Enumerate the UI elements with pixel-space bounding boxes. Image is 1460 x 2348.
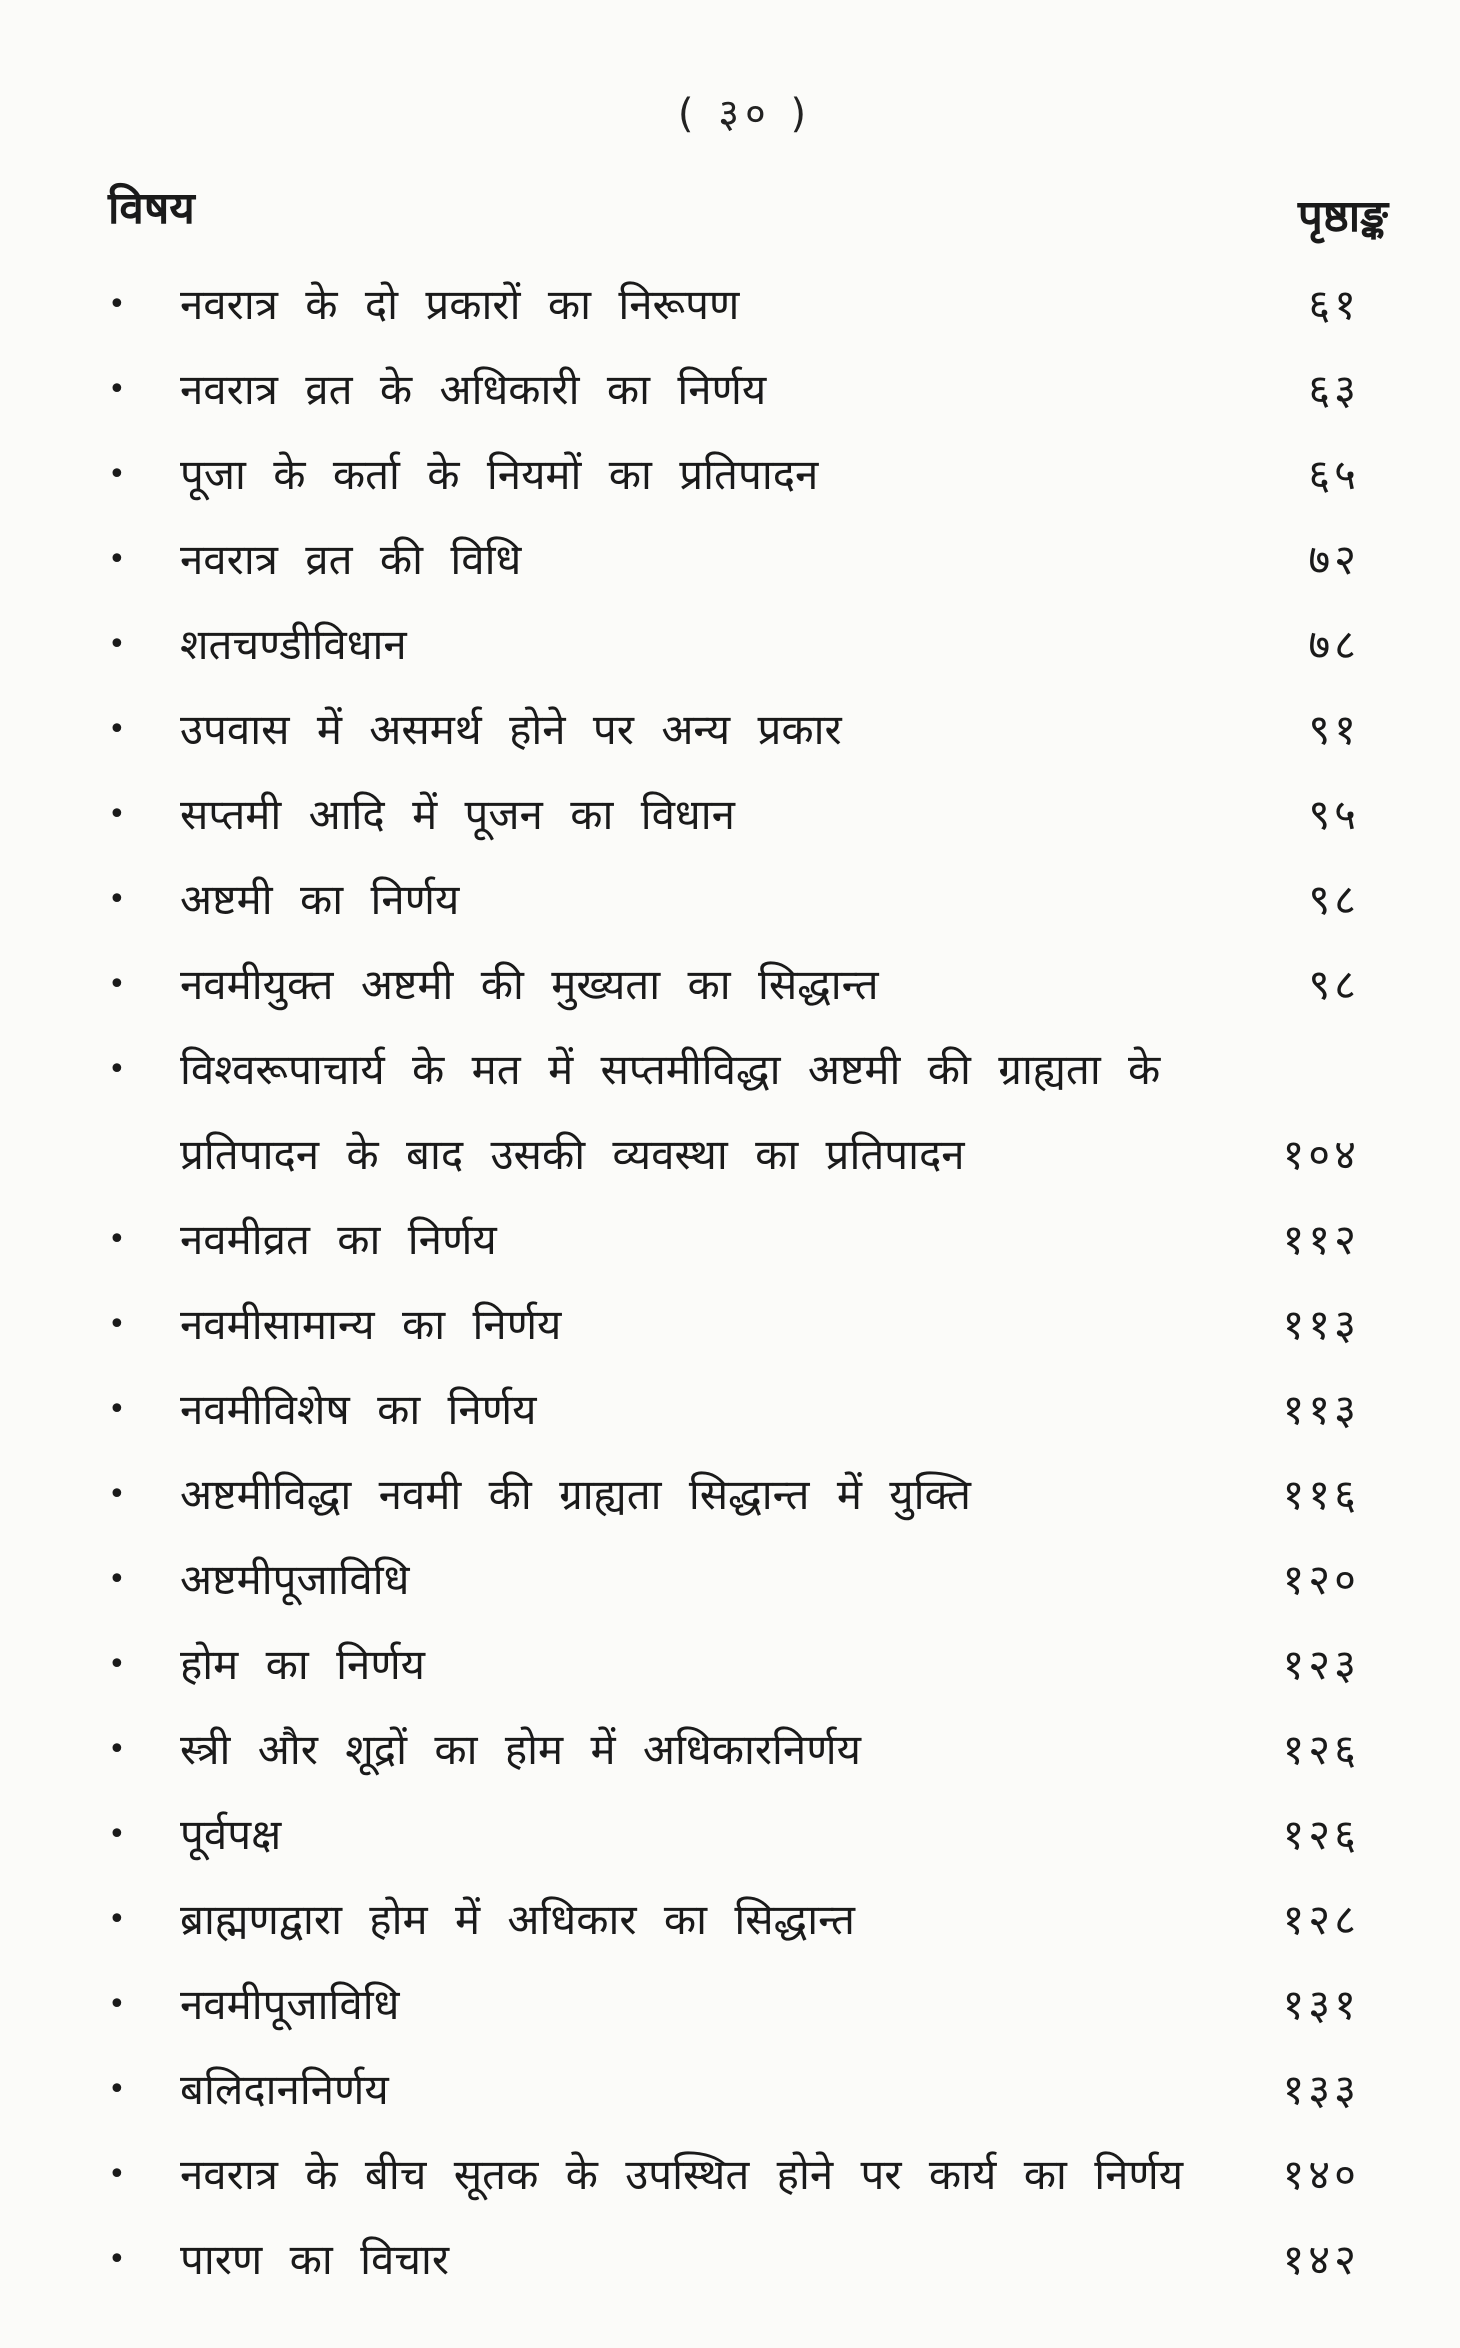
toc-entry — [100, 1282, 1380, 1367]
toc-entry-page: ७८ — [1308, 620, 1360, 669]
bullet-icon: • — [108, 1647, 126, 1682]
toc-entry-page: ६३ — [1308, 365, 1360, 414]
bullet-icon: • — [108, 1477, 126, 1512]
bullet-icon: • — [108, 797, 126, 832]
toc-entry-page: १३३ — [1282, 2065, 1360, 2114]
toc-entry — [100, 517, 1380, 602]
toc-entry — [100, 2047, 1380, 2132]
bullet-icon: • — [108, 287, 126, 322]
toc-entry-title: अष्टमीविद्धा नवमी की ग्राह्यता सिद्धान्त में युक्ति — [180, 1470, 971, 1519]
toc-entry — [100, 1877, 1380, 1962]
toc-entry — [100, 1622, 1380, 1707]
toc-entry-title: बलिदाननिर्णय — [180, 2065, 389, 2114]
bullet-icon: • — [108, 457, 126, 492]
toc-entry — [100, 1367, 1380, 1452]
bullet-icon: • — [108, 1307, 126, 1342]
toc-entry-title: पूर्वपक्ष — [180, 1810, 282, 1859]
toc-entry-title: नवमीसामान्य का निर्णय — [180, 1300, 562, 1349]
toc-list — [100, 262, 1380, 2302]
toc-entry — [100, 262, 1380, 347]
toc-entry — [100, 1537, 1380, 1622]
toc-entry-page: ६५ — [1308, 450, 1360, 499]
toc-entry-page: ११३ — [1282, 1385, 1360, 1434]
toc-entry — [100, 857, 1380, 942]
toc-entry-page: १२८ — [1282, 1895, 1360, 1944]
toc-entry-page: ९५ — [1308, 790, 1360, 839]
toc-entry-page: ९८ — [1308, 875, 1360, 924]
toc-entry-title: सप्तमी आदि में पूजन का विधान — [180, 790, 735, 839]
toc-entry — [100, 2132, 1380, 2217]
toc-entry-page: १०४ — [1282, 1130, 1360, 1179]
toc-entry — [100, 1792, 1380, 1877]
page-column-heading: पृष्ठाङ्क — [1297, 191, 1388, 242]
toc-entry-title: होम का निर्णय — [180, 1640, 426, 1689]
toc-entry — [100, 1197, 1380, 1282]
toc-entry — [100, 347, 1380, 432]
toc-entry-page: १३१ — [1282, 1980, 1360, 2029]
toc-entry — [100, 2217, 1380, 2302]
bullet-icon: • — [108, 1987, 126, 2022]
bullet-icon: • — [108, 1817, 126, 1852]
bullet-icon: • — [108, 372, 126, 407]
toc-entry-page: ७२ — [1308, 535, 1360, 584]
toc-entry-page: ९१ — [1308, 705, 1360, 754]
toc-entry-title: पूजा के कर्ता के नियमों का प्रतिपादन — [180, 450, 819, 499]
page-number: ( ३० ) — [677, 91, 813, 137]
toc-entry — [100, 942, 1380, 1027]
toc-entry — [100, 1027, 1380, 1197]
toc-entry-title: विश्वरूपाचार्य के मत में सप्तमीविद्धा अष्टमी की ग्राह्यता के प्रतिपादन के बाद उसकी व्यवस्था का प्रतिपादन — [180, 1045, 1161, 1179]
bullet-icon: • — [108, 627, 126, 662]
toc-entry-page: १४० — [1282, 2150, 1360, 2199]
toc-entry — [100, 772, 1380, 857]
toc-entry-title: स्त्री और शूद्रों का होम में अधिकारनिर्णय — [180, 1725, 861, 1774]
bullet-icon: • — [108, 1392, 126, 1427]
toc-entry-page: ११२ — [1282, 1215, 1360, 1264]
bullet-icon: • — [108, 1562, 126, 1597]
toc-entry-title: नवरात्र व्रत की विधि — [180, 535, 522, 584]
toc-entry-title: नवरात्र व्रत के अधिकारी का निर्णय — [180, 365, 767, 414]
toc-entry-title: अष्टमीपूजाविधि — [180, 1555, 410, 1604]
bullet-icon: • — [108, 2157, 126, 2192]
toc-entry-title: उपवास में असमर्थ होने पर अन्य प्रकार — [180, 705, 842, 754]
toc-entry-title: नवमीपूजाविधि — [180, 1980, 400, 2029]
subject-column-heading: विषय — [108, 183, 195, 234]
bullet-icon: • — [108, 882, 126, 917]
toc-entry — [100, 432, 1380, 517]
toc-entry-page: १२० — [1282, 1555, 1360, 1604]
toc-entry-page: ६१ — [1308, 280, 1360, 329]
bullet-icon: • — [108, 1052, 126, 1087]
toc-entry-page: १२३ — [1282, 1640, 1360, 1689]
toc-entry-title: नवरात्र के बीच सूतक के उपस्थित होने पर कार्य का निर्णय — [180, 2150, 1184, 2199]
toc-entry-title: पारण का विचार — [180, 2235, 450, 2284]
toc-entry-title: नवमीविशेष का निर्णय — [180, 1385, 537, 1434]
bullet-icon: • — [108, 2242, 126, 2277]
toc-entry-page: ११६ — [1282, 1470, 1360, 1519]
bullet-icon: • — [108, 542, 126, 577]
toc-entry-page: १४२ — [1282, 2235, 1360, 2284]
toc-entry-page: १२६ — [1282, 1810, 1360, 1859]
toc-entry — [100, 687, 1380, 772]
toc-entry-title: ब्राह्मणद्वारा होम में अधिकार का सिद्धान्त — [180, 1895, 855, 1944]
toc-entry-title: शतचण्डीविधान — [180, 620, 407, 669]
bullet-icon: • — [108, 1902, 126, 1937]
toc-entry-title: नवमीयुक्त अष्टमी की मुख्यता का सिद्धान्त — [180, 960, 879, 1009]
toc-entry — [100, 1707, 1380, 1792]
toc-entry-title: नवमीव्रत का निर्णय — [180, 1215, 497, 1264]
toc-entry-page: ९८ — [1308, 960, 1360, 1009]
toc-entry-title: नवरात्र के दो प्रकारों का निरूपण — [180, 280, 740, 329]
toc-header — [108, 176, 1388, 242]
toc-entry — [100, 1452, 1380, 1537]
toc-entry — [100, 1962, 1380, 2047]
bullet-icon: • — [108, 1222, 126, 1257]
toc-entry-page: ११३ — [1282, 1300, 1360, 1349]
bullet-icon: • — [108, 712, 126, 747]
toc-entry-page: १२६ — [1282, 1725, 1360, 1774]
bullet-icon: • — [108, 2072, 126, 2107]
bullet-icon: • — [108, 1732, 126, 1767]
toc-entry — [100, 602, 1380, 687]
bullet-icon: • — [108, 967, 126, 1002]
toc-entry-title: अष्टमी का निर्णय — [180, 875, 460, 924]
